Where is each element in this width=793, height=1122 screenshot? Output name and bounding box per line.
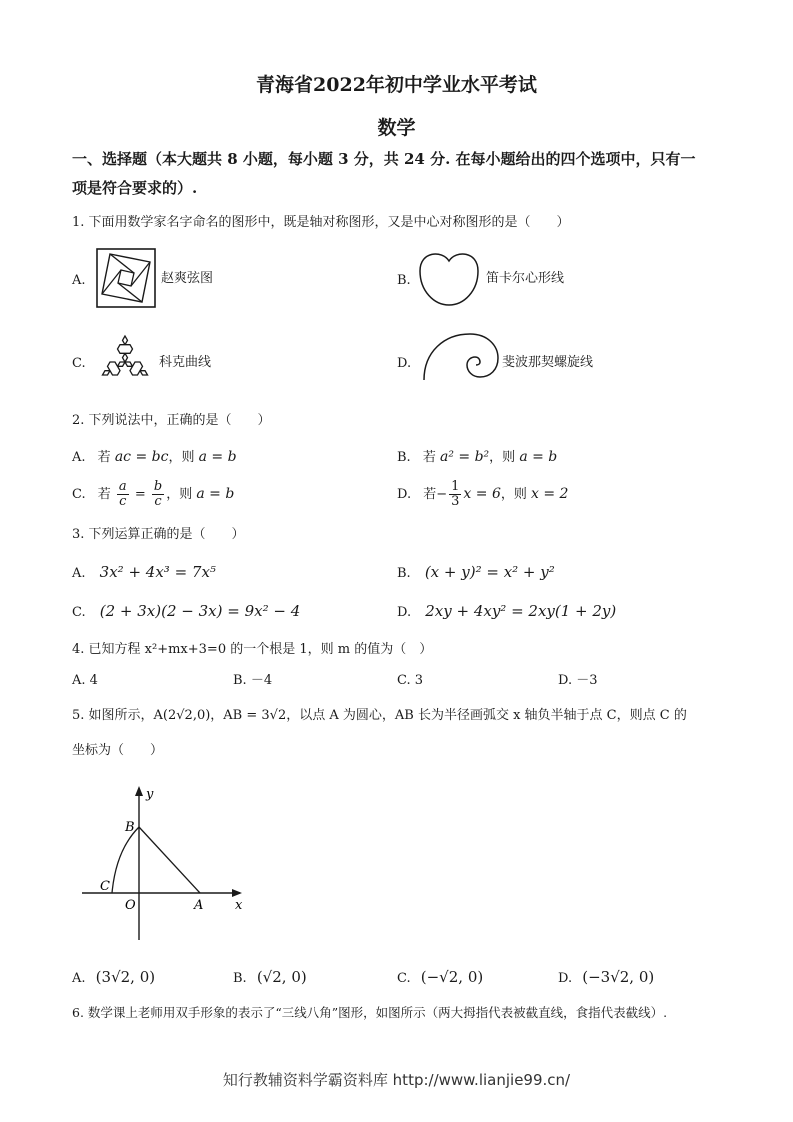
q2-option-d-result: x = 2 (531, 486, 569, 502)
q2-option-c-mid: ，则 (166, 487, 193, 502)
q4-stem: 4. 已知方程 x²+mx+3=0 的一个根是 1，则 m 的值为（ ） (72, 642, 433, 657)
q2-option-c-frac2-num: b (153, 479, 163, 494)
q3-option-c (72, 602, 300, 622)
label-c: C (100, 879, 110, 894)
footer-watermark: 知行教辅资料学霸资料库 http://www.lianjie99.cn/ (222, 1071, 571, 1089)
q4-option-b (233, 672, 272, 690)
section-header (72, 145, 732, 203)
q4-option-d-letter: D. (558, 673, 573, 688)
q5-option-b-letter: B. (233, 971, 247, 986)
q5-stem-line1: 5. 如图所示，A(2√2,0)，AB = 3√2，以点 A 为圆心，AB 长为半径画弧交 x 轴负半轴于点 C，则点 C 的 (72, 708, 687, 723)
q2-stem: 2. 下列说法中，正确的是（ ） (72, 413, 271, 428)
zhao-shuang-diagram-icon (96, 248, 156, 308)
q2-option-d-frac-num: 1 (451, 479, 460, 494)
q3-option-d (397, 602, 616, 622)
q2-option-c-letter: C. (72, 487, 86, 502)
q3-option-a (72, 563, 216, 583)
q3-option-d-expr: 2xy + 4xy² = 2xy(1 + 2y) (425, 602, 617, 620)
q5-option-a-expr: (3√2, 0) (95, 968, 156, 986)
q3-option-a-letter: A. (72, 566, 86, 581)
q5-option-c (397, 968, 483, 988)
q3-option-c-expr: (2 + 3x)(2 − 3x) = 9x² − 4 (99, 602, 301, 620)
q5-option-c-letter: C. (397, 971, 411, 986)
q5-option-c-expr: (−√2, 0) (420, 968, 484, 986)
cardioid-icon (416, 247, 482, 309)
q2-option-d-expr: x = 6 (463, 486, 501, 502)
q5-coordinate-figure (78, 780, 258, 945)
q2-option-c-frac1-den: c (119, 494, 127, 509)
q3-option-b-letter: B. (397, 566, 411, 581)
q4-option-a-value: 4 (89, 673, 98, 688)
q2-option-b-result: a = b (519, 449, 558, 465)
q2-option-c-fraction-2 (152, 480, 164, 509)
label-b: B (125, 820, 135, 835)
q1-stem: 1. 下面用数学家名字命名的图形中，既是轴对称图形，又是中心对称图形的是（ ） (72, 215, 570, 230)
q5-option-a-letter: A. (72, 971, 86, 986)
q4-option-c (397, 672, 423, 690)
q4-option-d (558, 672, 598, 690)
q5-option-d-letter: D. (558, 971, 573, 986)
q3-stem: 3. 下列运算正确的是（ ） (72, 527, 245, 542)
q6-stem: 6. 数学课上老师用双手形象的表示了“三线八角”图形，如图所示（两大拇指代表被截直线，食指代表截线）. (72, 1005, 668, 1020)
q5-option-b-expr: (√2, 0) (256, 968, 307, 986)
x-axis-arrow-icon (232, 889, 242, 897)
q3-option-b (397, 563, 555, 583)
arc-bc (112, 827, 139, 893)
q2-option-a-letter: A. (72, 450, 86, 465)
q2-option-b-pre: 若 (422, 450, 436, 465)
q2-option-d-letter: D. (397, 487, 412, 502)
q2-option-c (72, 480, 234, 509)
page-title: 青海省2022年初中学业水平考试 (256, 74, 537, 96)
q2-option-a-mid: ，则 (168, 450, 195, 465)
section-header-line1: 一、选择题（本大题共 8 小题，每小题 3 分，共 24 分. 在每小题给出的四个选项中，只有一 (72, 150, 696, 168)
q2-option-b-letter: B. (397, 450, 411, 465)
q2-option-b-mid: ，则 (489, 450, 516, 465)
q3-option-a-expr: 3x² + 4x³ = 7x⁵ (99, 563, 216, 581)
q2-option-d (397, 480, 568, 509)
koch-snowflake-icon (92, 327, 158, 393)
q5-option-a (72, 968, 155, 988)
q2-option-c-frac1-num: a (118, 479, 127, 494)
fibonacci-spiral-icon (420, 330, 500, 382)
q4-option-b-letter: B. (233, 673, 247, 688)
q2-option-b (397, 448, 557, 467)
q1-option-a-letter: A. (72, 273, 86, 288)
q2-option-a (72, 448, 237, 467)
label-a: A (194, 898, 204, 913)
q1-option-b-caption: 笛卡尔心形线 (486, 271, 565, 286)
q4-option-a-letter: A. (72, 673, 86, 688)
segment-ab (139, 827, 200, 893)
q1-option-d-caption: 斐波那契螺旋线 (502, 355, 594, 370)
q1-option-a-caption: 赵爽弦图 (161, 271, 214, 286)
q2-option-c-frac2-den: c (154, 494, 162, 509)
label-o: O (125, 898, 136, 913)
q4-option-c-value: 3 (414, 673, 424, 688)
q2-option-a-result: a = b (198, 449, 237, 465)
q5-stem-line2: 坐标为（ ） (72, 743, 164, 758)
q2-option-c-fraction-1 (117, 480, 129, 509)
q2-option-b-expr: a² = b² (439, 449, 490, 465)
q3-option-b-expr: (x + y)² = x² + y² (424, 563, 555, 581)
q2-option-c-result: a = b (196, 486, 235, 502)
label-y: y (146, 787, 154, 802)
q2-option-d-fraction (449, 480, 461, 509)
section-header-line2: 项是符合要求的）. (72, 179, 198, 197)
q5-option-d (558, 968, 654, 988)
q4-option-a (72, 672, 98, 690)
q2-option-c-pre: 若 (97, 487, 111, 502)
q2-option-d-mid: ，则 (500, 487, 527, 502)
subject-title: 数学 (377, 117, 416, 139)
q1-option-d-letter: D. (397, 356, 412, 371)
q2-option-a-expr: ac = bc (114, 449, 169, 465)
q5-option-b (233, 968, 307, 988)
q1-option-c-caption: 科克曲线 (159, 355, 212, 370)
q2-option-d-pre: 若− (423, 487, 448, 502)
q1-option-b-letter: B. (397, 273, 411, 288)
q3-option-c-letter: C. (72, 605, 86, 620)
y-axis-arrow-icon (135, 786, 143, 796)
q3-option-d-letter: D. (397, 605, 412, 620)
q2-option-a-pre: 若 (97, 450, 111, 465)
q1-option-c-letter: C. (72, 356, 86, 371)
label-x: x (235, 898, 243, 913)
q4-option-d-value: －3 (576, 673, 598, 688)
q2-option-c-eq: = (134, 487, 146, 502)
q4-option-b-value: －4 (250, 673, 273, 688)
q2-option-d-frac-den: 3 (451, 494, 460, 509)
q4-option-c-letter: C. (397, 673, 411, 688)
q5-option-d-expr: (−3√2, 0) (582, 968, 655, 986)
